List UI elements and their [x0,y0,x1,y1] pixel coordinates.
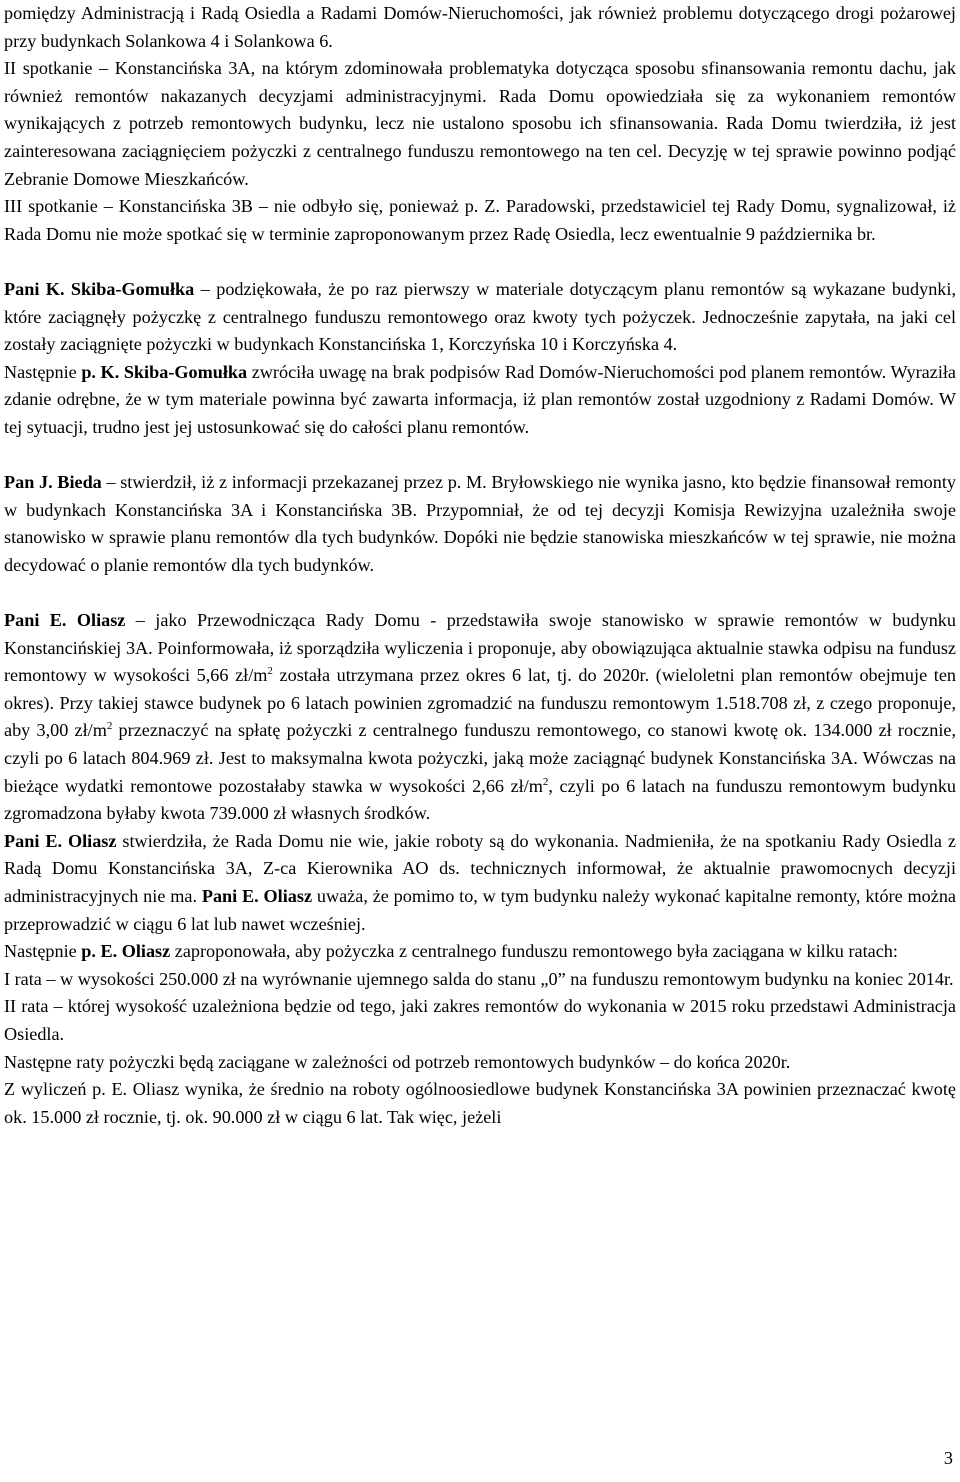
page-number: 3 [943,1448,953,1468]
paragraph-oliasz-estimate: Z wyliczeń p. E. Oliasz wynika, że średnio na roboty ogólnoosiedlowe budynek Konstancińska 3A powinien przeznaczać kwotę ok. 15.000 zł rocznie, tj. ok. 90.000 zł w ciągu 6 lat. Tak więc, jeżeli [4,1079,956,1127]
speaker-name: Pan J. Bieda [4,472,102,493]
speaker-name: Pani E. Oliasz [201,886,313,906]
paragraph-meetings-intro: pomiędzy Administracją i Radą Osiedla a Radami Domów-Nieruchomości, jak również problemu dotyczącego drogi pożarowej przy budynkach Solankowa 4 i Solankowa 6. [4,3,956,51]
paragraph-oliasz-installments: Następnie p. E. Oliasz zaproponowała, aby pożyczka z centralnego funduszu remontowego była zaciągana w kilku ratach: [4,941,898,962]
paragraph-skiba-gomulka-signatures: Następnie p. K. Skiba-Gomułka zwróciła uwagę na brak podpisów Rad Domów-Nieruchomości pod planem remontów. Wyraziła zdanie odrębne, że w tym materiale powinna być zawarta informacja, iż plan remontów został uzgodniony z Radami Domów. W tej sytuacji, trudno jest jej ustosunkować się do całości planu remontów. [4,361,956,437]
paragraph-next-installments: Następne raty pożyczki będą zaciągane w zależności od potrzeb remontowych budynków – do końca 2020r. [4,1051,791,1072]
paragraph-skiba-gomulka-thanks: Pani K. Skiba-Gomułka – podziękowała, że po raz pierwszy w materiale dotyczącym planu remontów są wykazane budynki, które zaciągnęły pożyczkę z centralnego funduszu remontowego oraz kwoty tych pożyczek. Jednocześnie zapytała, na jaki cel zostały zaciągnięte pożyczki w budynkach Konstancińska 1, Korczyńska 10 i Korczyńska 4. [4,278,956,355]
paragraph-oliasz-works: Pani E. Oliasz stwierdziła, że Rada Domu nie wie, jakie roboty są do wykonania. Nadmieniła, że na spotkaniu Rady Osiedla z Radą Domu Konstancińska 3A, Z-ca Kierownika AO ds. technicznych informował, że aktualnie prawomocnych decyzji administracyjnych nie ma. Pani E. Oliasz uważa, że pomimo to, w tym budynku należy wykonać kapitalne remonty, które można przeprowadzić w ciągu 6 lat lub nawet wcześniej. [4,830,956,934]
paragraph-bieda-statement: Pan J. Bieda – stwierdził, iż z informacji przekazanej przez p. M. Bryłowskiego nie wynika jasno, kto będzie finansował remonty w budynkach Konstancińska 3A i Konstancińska 3B. Przypomniał, że od tej decyzji Komisja Rewizyjna uzależniła swoje stanowisko w sprawie planu remontów dla tych budynków. Dopóki nie będzie stanowiska mieszkańców w tej sprawie, nie można decydować o planie remontów dla tych budynków. [4,472,956,575]
document-page [4,0,956,1131]
paragraph-installment-1: I rata – w wysokości 250.000 zł na wyrównanie ujemnego salda do stanu „0” na funduszu remontowym budynku na koniec 2014r. [4,968,954,989]
paragraph-installment-2: II rata – której wysokość uzależniona będzie od tego, jaki zakres remontów do wykonania w 2015 roku przedstawi Administracja Osiedla. [4,996,956,1044]
paragraph-gap [4,442,956,470]
paragraph-second-meeting: II spotkanie – Konstancińska 3A, na którym zdominowała problematyka dotycząca sposobu sfinansowania remontu dachu, jak również remontów nakazanych decyzjami administracyjnymi. Rada Domu opowiedziała się za wykonaniem remontów wynikających z potrzeb remontowych budynku, lecz nie ustalono sposobu ich sfinansowania. Rada Domu twierdziła, iż jest zainteresowana zaciągnięciem pożyczki z centralnego funduszu remontowego na ten cel. Decyzję w tej sprawie powinno podjąć Zebranie Domowe Mieszkańców. [4,58,956,189]
speaker-name: p. K. Skiba-Gomułka [81,361,248,382]
paragraph-gap [4,248,956,276]
paragraph-third-meeting: III spotkanie – Konstancińska 3B – nie odbyło się, ponieważ p. Z. Paradowski, przedstawiciel tej Rady Domu, sygnalizował, iż Rada Domu nie może spotkać się w terminie zaproponowanym przez Radę Osiedla, lecz ewentualnie 9 października br. [4,196,956,244]
speaker-name: Pani E. Oliasz [4,830,117,851]
paragraph-gap [4,579,956,607]
speaker-name: Pani E. Oliasz [4,610,126,631]
paragraph-oliasz-calculations: Pani E. Oliasz – jako Przewodnicząca Rady Domu - przedstawiła swoje stanowisko w sprawie remontów w budynku Konstancińskiej 3A. Poinformowała, iż sporządziła wyliczenia i proponuje, aby obowiązująca aktualnie stawka odpisu na fundusz remontowy w wysokości 5,66 $zł/m^2$ została utrzymana przez okres 6 lat, tj. do 2020r. (wieloletni plan remontów obejmuje ten okres). Przy takiej stawce budynek po 6 latach powinien zgromadzić na funduszu remontowym 1.518.708 zł, z czego proponuje, aby 3,00 $zł/m^2$ przeznaczyć na spłatę pożyczki z centralnego funduszu remontowego, co stanowi kwotę ok. 134.000 zł rocznie, czyli po 6 latach 804.969 zł. Jest to maksymalna kwota pożyczki, jaką może zaciągnąć budynek Konstancińska 3A. Wówczas na bieżące wydatki remontowe pozostałaby stawka w wysokości 2,66 $zł/m^2$, czyli po 6 latach na funduszu remontowym budynku zgromadzona byłaby kwota 739.000 zł własnych środków. [4,610,957,824]
speaker-name: Pani K. Skiba-Gomułka [4,278,195,299]
speaker-name: p. E. Oliasz [81,941,171,962]
